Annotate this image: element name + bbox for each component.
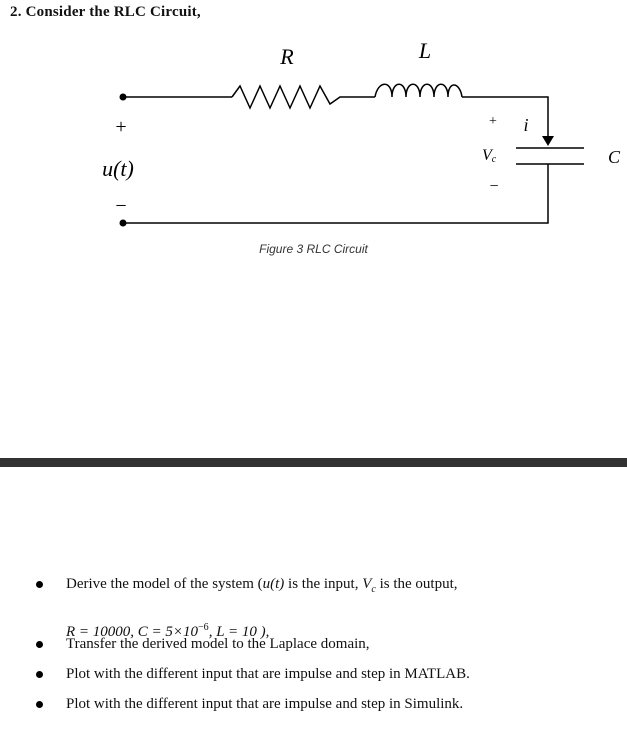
list-item: Plot with the different input that are impulse and step in Simulink. <box>0 694 627 724</box>
bullet-icon <box>36 581 43 588</box>
list-item: Plot with the different input that are impulse and step in MATLAB. <box>0 664 627 694</box>
capacitor-label: C <box>607 147 621 167</box>
inductor-symbol <box>375 84 462 97</box>
terminal-top <box>120 94 127 101</box>
current-label: i <box>523 115 529 135</box>
bullet-icon <box>36 641 43 648</box>
question-heading: 2. Consider the RLC Circuit, <box>10 4 201 20</box>
resistor-label: R <box>280 44 294 69</box>
figure-caption: Figure 3 RLC Circuit <box>259 242 368 256</box>
source-label: u(t) <box>102 156 134 181</box>
list-item: Derive the model of the system (u(t) is the input, $V_c$ is the output, R = 10000, $C = 5\times 10^{-6}$, L = 10 ), <box>0 574 627 634</box>
bullet-icon <box>36 671 43 678</box>
resistor-symbol <box>232 86 375 108</box>
task-list <box>0 574 627 724</box>
bullet-icon <box>36 701 43 708</box>
current-arrow-icon <box>542 136 554 146</box>
source-minus: − <box>115 195 127 217</box>
inductor-label: L <box>418 38 432 63</box>
parameter-values: R = 10000, $C = 5\times 10^{-6}$, L = 10 ), <box>66 622 270 640</box>
vc-label: Vc <box>482 147 497 165</box>
vc-minus: − <box>489 178 499 195</box>
source-plus: + <box>115 116 127 138</box>
vc-plus: + <box>489 114 497 129</box>
top-wire-right <box>462 97 548 138</box>
list-item: Transfer the derived model to the Laplace domain, <box>0 634 627 664</box>
terminal-bottom <box>120 220 127 227</box>
section-divider <box>0 458 627 467</box>
bottom-wire <box>123 164 548 223</box>
